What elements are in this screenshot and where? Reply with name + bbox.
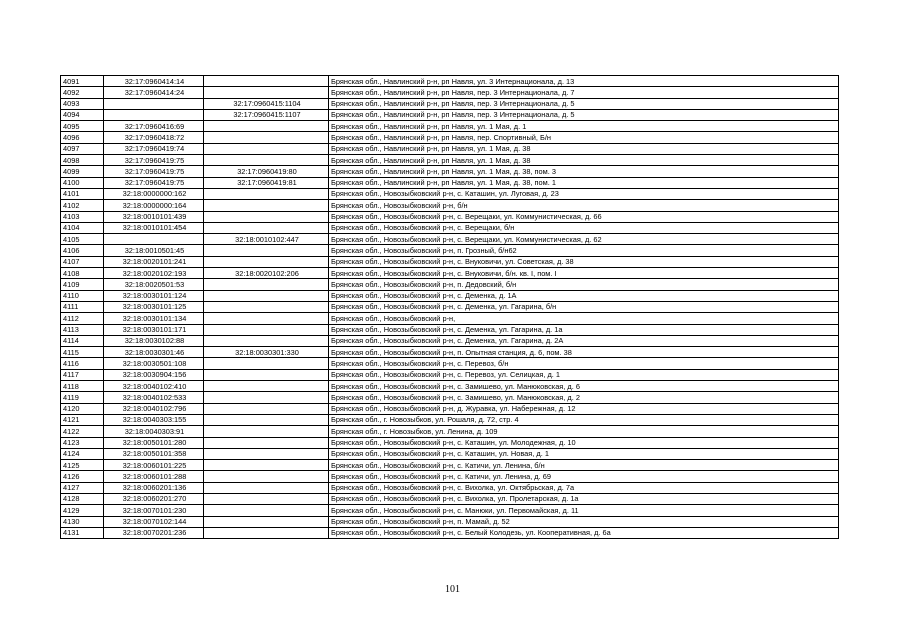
row-number-cell: 4097: [61, 143, 104, 154]
address-cell: Брянская обл., Навлинский р-н, рп Навля, пер. 3 Интернационала, д. 5: [329, 98, 839, 109]
address-cell: Брянская обл., Навлинский р-н, рп Навля, пер. 3 Интернационала, д. 7: [329, 87, 839, 98]
row-number-cell: 4129: [61, 505, 104, 516]
address-cell: Брянская обл., Навлинский р-н, рп Навля, ул. 1 Мая, д. 38, пом. 3: [329, 166, 839, 177]
premises-cadastral-number-cell: [204, 493, 329, 504]
cadastral-number-cell: 32:18:0060201:136: [104, 482, 204, 493]
cadastral-number-cell: [104, 234, 204, 245]
table-row: [61, 335, 839, 346]
premises-cadastral-number-cell: [204, 369, 329, 380]
cadastral-number-cell: 32:18:0040102:410: [104, 381, 204, 392]
table-row: [61, 437, 839, 448]
row-number-cell: 4112: [61, 313, 104, 324]
table-row: [61, 448, 839, 459]
address-cell: Брянская обл., Новозыбковский р-н, с. Внуковичи, ул. Советская, д. 38: [329, 256, 839, 267]
address-cell: Брянская обл., г. Новозыбков, ул. Ленина, д. 109: [329, 426, 839, 437]
premises-cadastral-number-cell: [204, 155, 329, 166]
cadastral-number-cell: 32:18:0020102:193: [104, 268, 204, 279]
address-cell: Брянская обл., Новозыбковский р-н, с. Верещаки, б/н: [329, 222, 839, 233]
row-number-cell: 4125: [61, 460, 104, 471]
address-cell: Брянская обл., Новозыбковский р-н, с. Катичи, ул. Ленина, б/н: [329, 460, 839, 471]
row-number-cell: 4094: [61, 109, 104, 120]
address-cell: Брянская обл., Новозыбковский р-н, с. Каташин, ул. Луговая, д. 23: [329, 188, 839, 199]
cadastral-number-cell: 32:18:0050101:280: [104, 437, 204, 448]
address-cell: Брянская обл., Навлинский р-н, рп Навля, ул. 1 Мая, д. 38, пом. 1: [329, 177, 839, 188]
cadastral-number-cell: 32:17:0960414:14: [104, 76, 204, 87]
premises-cadastral-number-cell: [204, 437, 329, 448]
cadastral-number-cell: 32:17:0960418:72: [104, 132, 204, 143]
cadastral-number-cell: 32:18:0000000:162: [104, 188, 204, 199]
premises-cadastral-number-cell: [204, 335, 329, 346]
cadastral-number-cell: 32:18:0060101:288: [104, 471, 204, 482]
premises-cadastral-number-cell: [204, 448, 329, 459]
address-cell: Брянская обл., Новозыбковский р-н, с. Перевоз, б/н: [329, 358, 839, 369]
address-cell: Брянская обл., Новозыбковский р-н, б/н: [329, 200, 839, 211]
premises-cadastral-number-cell: 32:17:0960415:1104: [204, 98, 329, 109]
table-row: [61, 256, 839, 267]
cadastral-number-cell: 32:18:0060201:270: [104, 493, 204, 504]
address-cell: Брянская обл., Навлинский р-н, рп Навля, ул. 3 Интернационала, д. 13: [329, 76, 839, 87]
table-row: [61, 471, 839, 482]
address-cell: Брянская обл., Новозыбковский р-н, п. Опытная станция, д. 6, пом. 38: [329, 347, 839, 358]
premises-cadastral-number-cell: [204, 256, 329, 267]
cadastral-number-cell: [104, 109, 204, 120]
address-cell: Брянская обл., Новозыбковский р-н, п. Мамай, д. 52: [329, 516, 839, 527]
address-cell: Брянская обл., Новозыбковский р-н, с. Замишево, ул. Манюковская, д. 2: [329, 392, 839, 403]
premises-cadastral-number-cell: [204, 301, 329, 312]
table-row: [61, 268, 839, 279]
table-row: [61, 505, 839, 516]
address-cell: Брянская обл., Навлинский р-н, рп Навля, пер. 3 Интернационала, д. 5: [329, 109, 839, 120]
address-cell: Брянская обл., Новозыбковский р-н, с. Внуковичи, б/н. кв. I, пом. I: [329, 268, 839, 279]
cadastral-number-cell: 32:17:0960419:74: [104, 143, 204, 154]
address-cell: Брянская обл., Новозыбковский р-н,: [329, 313, 839, 324]
table-row: [61, 245, 839, 256]
cadastral-number-cell: 32:18:0070102:144: [104, 516, 204, 527]
address-cell: Брянская обл., Навлинский р-н, рп Навля, ул. 1 Мая, д. 1: [329, 121, 839, 132]
row-number-cell: 4111: [61, 301, 104, 312]
row-number-cell: 4095: [61, 121, 104, 132]
row-number-cell: 4118: [61, 381, 104, 392]
premises-cadastral-number-cell: [204, 403, 329, 414]
row-number-cell: 4117: [61, 369, 104, 380]
row-number-cell: 4099: [61, 166, 104, 177]
premises-cadastral-number-cell: [204, 143, 329, 154]
registry-table: [60, 75, 839, 539]
premises-cadastral-number-cell: [204, 324, 329, 335]
row-number-cell: 4121: [61, 414, 104, 425]
premises-cadastral-number-cell: 32:18:0030301:330: [204, 347, 329, 358]
premises-cadastral-number-cell: [204, 200, 329, 211]
premises-cadastral-number-cell: [204, 527, 329, 538]
row-number-cell: 4124: [61, 448, 104, 459]
premises-cadastral-number-cell: 32:18:0020102:206: [204, 268, 329, 279]
cadastral-number-cell: 32:18:0040303:91: [104, 426, 204, 437]
address-cell: Брянская обл., Новозыбковский р-н, с. Манюки, ул. Первомайская, д. 11: [329, 505, 839, 516]
cadastral-number-cell: 32:18:0050101:358: [104, 448, 204, 459]
page-number: 101: [445, 584, 460, 595]
cadastral-number-cell: 32:17:0960419:75: [104, 177, 204, 188]
table-row: [61, 392, 839, 403]
cadastral-number-cell: 32:17:0960419:75: [104, 166, 204, 177]
row-number-cell: 4126: [61, 471, 104, 482]
row-number-cell: 4105: [61, 234, 104, 245]
premises-cadastral-number-cell: [204, 211, 329, 222]
premises-cadastral-number-cell: 32:18:0010102:447: [204, 234, 329, 245]
table-row: [61, 121, 839, 132]
address-cell: Брянская обл., Новозыбковский р-н, п. Дедовский, б/н: [329, 279, 839, 290]
table-row: [61, 177, 839, 188]
table-row: [61, 460, 839, 471]
address-cell: Брянская обл., Навлинский р-н, рп Навля, пер. Спортивный, Б/н: [329, 132, 839, 143]
row-number-cell: 4119: [61, 392, 104, 403]
cadastral-number-cell: 32:17:0960414:24: [104, 87, 204, 98]
cadastral-number-cell: 32:18:0040102:533: [104, 392, 204, 403]
address-cell: Брянская обл., Новозыбковский р-н, с. Верещаки, ул. Коммунистическая, д. 66: [329, 211, 839, 222]
table-row: [61, 414, 839, 425]
address-cell: Брянская обл., Новозыбковский р-н, с. Верещаки, ул. Коммунистическая, д. 62: [329, 234, 839, 245]
cadastral-number-cell: 32:18:0030501:108: [104, 358, 204, 369]
table-row: [61, 493, 839, 504]
address-cell: Брянская обл., Новозыбковский р-н, с. Каташин, ул. Новая, д. 1: [329, 448, 839, 459]
premises-cadastral-number-cell: [204, 132, 329, 143]
table-row: [61, 98, 839, 109]
row-number-cell: 4093: [61, 98, 104, 109]
cadastral-number-cell: 32:18:0010101:439: [104, 211, 204, 222]
table-row: [61, 155, 839, 166]
table-row: [61, 211, 839, 222]
address-cell: Брянская обл., Новозыбковский р-н, с. Вихолка, ул. Пролетарская, д. 1а: [329, 493, 839, 504]
row-number-cell: 4092: [61, 87, 104, 98]
row-number-cell: 4107: [61, 256, 104, 267]
address-cell: Брянская обл., г. Новозыбков, ул. Рошаля, д. 72, стр. 4: [329, 414, 839, 425]
table-row: [61, 290, 839, 301]
premises-cadastral-number-cell: 32:17:0960419:81: [204, 177, 329, 188]
address-cell: Брянская обл., Новозыбковский р-н, с. Деменка, ул. Гагарина, д. 1а: [329, 324, 839, 335]
table-row: [61, 234, 839, 245]
address-cell: Брянская обл., Навлинский р-н, рп Навля, ул. 1 Мая, д. 38: [329, 143, 839, 154]
cadastral-number-cell: 32:18:0020101:241: [104, 256, 204, 267]
row-number-cell: 4098: [61, 155, 104, 166]
table-row: [61, 301, 839, 312]
address-cell: Брянская обл., Новозыбковский р-н, с. Каташин, ул. Молодежная, д. 10: [329, 437, 839, 448]
address-cell: Брянская обл., Новозыбковский р-н, с. Белый Колодезь, ул. Кооперативная, д. 6а: [329, 527, 839, 538]
cadastral-number-cell: 32:18:0030101:125: [104, 301, 204, 312]
table-row: [61, 347, 839, 358]
cadastral-number-cell: 32:18:0010101:454: [104, 222, 204, 233]
table-row: [61, 381, 839, 392]
premises-cadastral-number-cell: 32:17:0960415:1107: [204, 109, 329, 120]
row-number-cell: 4109: [61, 279, 104, 290]
premises-cadastral-number-cell: [204, 392, 329, 403]
premises-cadastral-number-cell: [204, 505, 329, 516]
row-number-cell: 4123: [61, 437, 104, 448]
cadastral-number-cell: 32:18:0010501:45: [104, 245, 204, 256]
premises-cadastral-number-cell: [204, 358, 329, 369]
premises-cadastral-number-cell: [204, 471, 329, 482]
row-number-cell: 4102: [61, 200, 104, 211]
row-number-cell: 4096: [61, 132, 104, 143]
row-number-cell: 4106: [61, 245, 104, 256]
table-row: [61, 222, 839, 233]
row-number-cell: 4091: [61, 76, 104, 87]
premises-cadastral-number-cell: [204, 76, 329, 87]
row-number-cell: 4131: [61, 527, 104, 538]
row-number-cell: 4120: [61, 403, 104, 414]
table-row: [61, 369, 839, 380]
address-cell: Брянская обл., Новозыбковский р-н, с. Замишево, ул. Манюковская, д. 6: [329, 381, 839, 392]
table-row: [61, 87, 839, 98]
table-body: [61, 76, 839, 539]
table-row: [61, 482, 839, 493]
cadastral-number-cell: 32:18:0030102:88: [104, 335, 204, 346]
table-row: [61, 403, 839, 414]
premises-cadastral-number-cell: [204, 460, 329, 471]
address-cell: Брянская обл., Новозыбковский р-н, с. Деменка, ул. Гагарина, д. 2А: [329, 335, 839, 346]
table-row: [61, 200, 839, 211]
row-number-cell: 4130: [61, 516, 104, 527]
address-cell: Брянская обл., Новозыбковский р-н, с. Деменка, ул. Гагарина, б/н: [329, 301, 839, 312]
table-row: [61, 109, 839, 120]
table-row: [61, 166, 839, 177]
row-number-cell: 4113: [61, 324, 104, 335]
row-number-cell: 4110: [61, 290, 104, 301]
row-number-cell: 4103: [61, 211, 104, 222]
table-row: [61, 426, 839, 437]
row-number-cell: 4127: [61, 482, 104, 493]
row-number-cell: 4114: [61, 335, 104, 346]
row-number-cell: 4115: [61, 347, 104, 358]
row-number-cell: 4104: [61, 222, 104, 233]
table-row: [61, 516, 839, 527]
cadastral-number-cell: 32:18:0040102:796: [104, 403, 204, 414]
premises-cadastral-number-cell: [204, 313, 329, 324]
address-cell: Брянская обл., Новозыбковский р-н, с. Перевоз, ул. Селицкая, д. 1: [329, 369, 839, 380]
row-number-cell: 4108: [61, 268, 104, 279]
premises-cadastral-number-cell: [204, 516, 329, 527]
cadastral-number-cell: 32:18:0030301:46: [104, 347, 204, 358]
table-row: [61, 76, 839, 87]
premises-cadastral-number-cell: [204, 87, 329, 98]
table-row: [61, 188, 839, 199]
cadastral-number-cell: 32:18:0030101:134: [104, 313, 204, 324]
cadastral-number-cell: 32:18:0030904:156: [104, 369, 204, 380]
cadastral-number-cell: 32:17:0960416:69: [104, 121, 204, 132]
premises-cadastral-number-cell: [204, 290, 329, 301]
table-row: [61, 279, 839, 290]
table-row: [61, 132, 839, 143]
cadastral-number-cell: [104, 98, 204, 109]
premises-cadastral-number-cell: [204, 188, 329, 199]
row-number-cell: 4100: [61, 177, 104, 188]
row-number-cell: 4128: [61, 493, 104, 504]
address-cell: Брянская обл., Навлинский р-н, рп Навля, ул. 1 Мая, д. 38: [329, 155, 839, 166]
premises-cadastral-number-cell: 32:17:0960419:80: [204, 166, 329, 177]
row-number-cell: 4101: [61, 188, 104, 199]
premises-cadastral-number-cell: [204, 381, 329, 392]
row-number-cell: 4116: [61, 358, 104, 369]
address-cell: Брянская обл., Новозыбковский р-н, с. Вихолка, ул. Октябрьская, д. 7а: [329, 482, 839, 493]
table-row: [61, 527, 839, 538]
cadastral-number-cell: 32:18:0060101:225: [104, 460, 204, 471]
address-cell: Брянская обл., Новозыбковский р-н, с. Катичи, ул. Ленина, д. 69: [329, 471, 839, 482]
cadastral-number-cell: 32:18:0030101:171: [104, 324, 204, 335]
premises-cadastral-number-cell: [204, 222, 329, 233]
table-row: [61, 313, 839, 324]
address-cell: Брянская обл., Новозыбковский р-н, п. Грозный, б/н62: [329, 245, 839, 256]
address-cell: Брянская обл., Новозыбковский р-н, д. Журавка, ул. Набережная, д. 12: [329, 403, 839, 414]
cadastral-number-cell: 32:18:0040303:155: [104, 414, 204, 425]
cadastral-number-cell: 32:18:0020501:53: [104, 279, 204, 290]
premises-cadastral-number-cell: [204, 279, 329, 290]
premises-cadastral-number-cell: [204, 482, 329, 493]
cadastral-number-cell: 32:18:0030101:124: [104, 290, 204, 301]
cadastral-number-cell: 32:18:0070101:230: [104, 505, 204, 516]
cadastral-number-cell: 32:18:0000000:164: [104, 200, 204, 211]
premises-cadastral-number-cell: [204, 121, 329, 132]
table-row: [61, 358, 839, 369]
premises-cadastral-number-cell: [204, 414, 329, 425]
cadastral-number-cell: 32:18:0070201:236: [104, 527, 204, 538]
row-number-cell: 4122: [61, 426, 104, 437]
table-row: [61, 143, 839, 154]
table-row: [61, 324, 839, 335]
address-cell: Брянская обл., Новозыбковский р-н, с. Деменка, д. 1А: [329, 290, 839, 301]
cadastral-number-cell: 32:17:0960419:75: [104, 155, 204, 166]
premises-cadastral-number-cell: [204, 245, 329, 256]
premises-cadastral-number-cell: [204, 426, 329, 437]
